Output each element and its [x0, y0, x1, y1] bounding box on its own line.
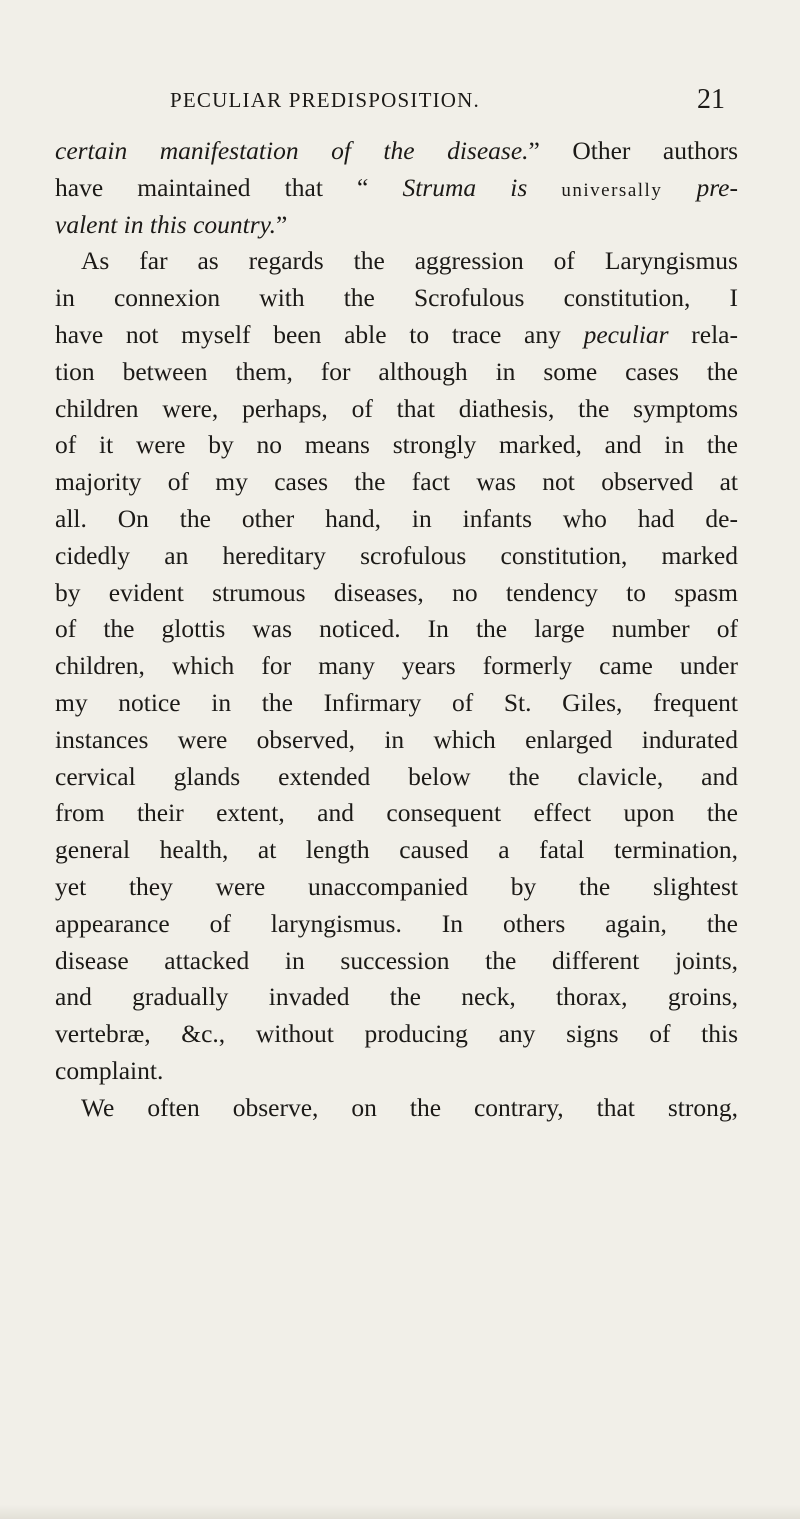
text-line — [55, 685, 738, 722]
text-line — [55, 427, 738, 464]
text-line — [55, 575, 738, 612]
text-line — [55, 795, 738, 832]
text-line — [55, 1090, 738, 1127]
text-segment: from their extent, and consequent effect upon the — [55, 798, 738, 828]
text-line — [55, 280, 738, 317]
text-segment: by evident strumous diseases, no tendency to spasm — [55, 577, 738, 607]
text-segment: universally — [561, 179, 663, 201]
text-line — [55, 464, 738, 501]
text-line — [55, 391, 738, 428]
text-line — [55, 648, 738, 685]
text-segment: have maintained that “ — [55, 172, 403, 202]
text-line — [55, 354, 738, 391]
text-segment: We often observe, on the contrary, that strong, — [81, 1092, 738, 1122]
text-segment: certain manifestation of the disease. — [55, 136, 529, 165]
text-line — [55, 722, 738, 759]
text-segment: valent in this country. — [55, 209, 276, 239]
text-segment: appearance of laryngismus. In others again, the — [55, 908, 738, 938]
text-line — [55, 611, 738, 648]
page-number: 21 — [697, 84, 725, 115]
text-line — [55, 979, 738, 1016]
text-line — [55, 243, 738, 280]
text-segment: cervical glands extended below the clavicle, and — [55, 761, 738, 791]
text-line — [55, 906, 738, 943]
text-segment: of the glottis was noticed. In the large number of — [55, 614, 738, 644]
text-line — [55, 170, 738, 207]
text-line — [55, 1053, 738, 1090]
text-segment: ” — [275, 209, 288, 239]
text-line — [55, 1016, 738, 1053]
text-segment: all. On the other hand, in infants who had de- — [55, 503, 738, 533]
text-line — [55, 501, 738, 538]
text-segment: As far as regards the aggression of Laryngismus — [81, 246, 738, 276]
body-text — [55, 133, 738, 1127]
text-line — [55, 538, 738, 575]
text-line — [55, 869, 738, 906]
text-segment: instances were observed, in which enlarged indurated — [55, 724, 738, 754]
text-segment: ” Other authors — [528, 136, 738, 165]
text-segment: tion between them, for although in some cases the — [55, 356, 738, 386]
text-segment: my notice in the Infirmary of St. Giles, frequent — [55, 687, 738, 717]
text-segment: complaint. — [55, 1055, 164, 1085]
text-line — [55, 133, 738, 170]
running-title: PECULIAR PREDISPOSITION. — [170, 88, 480, 112]
text-segment: disease attacked in succession the different joints, — [55, 945, 738, 975]
text-line — [55, 207, 738, 244]
text-segment: vertebræ, &c., without producing any signs of this — [55, 1019, 738, 1049]
text-segment: yet they were unaccompanied by the slightest — [55, 871, 738, 901]
text-line — [55, 943, 738, 980]
text-line — [55, 759, 738, 796]
text-line — [55, 317, 738, 354]
text-segment: cidedly an hereditary scrofulous constitution, marked — [55, 540, 738, 570]
text-segment: Struma is — [402, 172, 562, 202]
text-segment: have not myself been able to trace any — [55, 319, 584, 349]
text-segment: children were, perhaps, of that diathesis, the symptoms — [55, 393, 738, 423]
text-segment: peculiar — [583, 319, 669, 349]
text-segment: pre- — [662, 172, 738, 202]
text-segment: children, which for many years formerly came under — [55, 651, 738, 681]
page-edge-shadow — [0, 1505, 800, 1519]
text-segment: and gradually invaded the neck, thorax, groins, — [55, 982, 738, 1012]
text-line — [55, 832, 738, 869]
text-segment: in connexion with the Scrofulous constitution, I — [55, 283, 738, 313]
text-segment: majority of my cases the fact was not observed at — [55, 467, 738, 497]
text-segment: of it were by no means strongly marked, and in the — [55, 430, 738, 460]
running-head — [140, 84, 725, 128]
text-segment: general health, at length caused a fatal termination, — [55, 835, 738, 865]
text-segment: rela- — [668, 319, 738, 349]
